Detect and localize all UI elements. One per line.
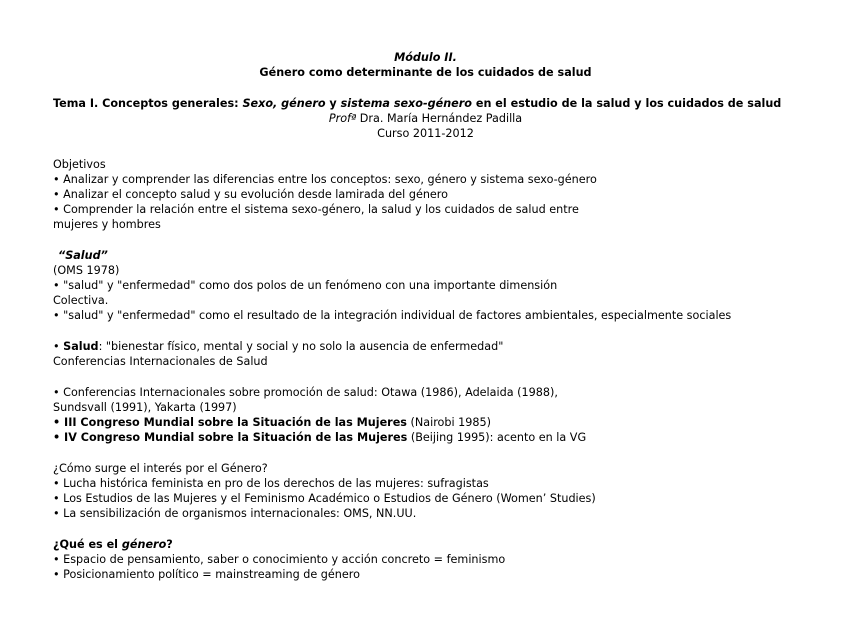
module-title: Módulo II.: [394, 51, 457, 64]
list-item: (OMS 1978): [53, 264, 120, 277]
list-item: • Analizar el concepto salud y su evolución desde lamirada del género: [53, 188, 448, 201]
topic-title: [53, 96, 798, 111]
gender-heading-prefix: ¿Qué es el: [53, 538, 122, 551]
topic-sistema: sistema sexo-género: [340, 97, 472, 110]
definition-text: : "bienestar físico, mental y social y no solo la ausencia de enfermedad": [98, 340, 504, 353]
list-item: • Posicionamiento político = mainstreaming de género: [53, 568, 360, 581]
spacer: [53, 80, 798, 96]
gender-heading: [53, 537, 798, 552]
professor-line: [53, 111, 798, 126]
list-item: • "salud" y "enfermedad" como el resultado de la integración individual de factores ambientales, especialmente sociales: [53, 309, 732, 322]
topic-sexo-genero: Sexo, género: [242, 97, 326, 110]
topic-and: y: [325, 97, 341, 110]
topic-suffix: en el estudio de la salud y los cuidados de salud: [471, 97, 782, 110]
list-item: • Comprender la relación entre el sistema sexo-género, la salud y los cuidados de salud entre: [53, 203, 579, 216]
list-item: • "salud" y "enfermedad" como dos polos de un fenómeno con una importante dimensión: [53, 279, 558, 292]
course-year: Curso 2011-2012: [377, 127, 474, 140]
congress-iii: [53, 415, 798, 430]
salud-definition: [53, 339, 798, 354]
spacer: [53, 369, 798, 385]
list-item: • Analizar y comprender las diferencias entre los conceptos: sexo, género y sistema sexo-género: [53, 173, 597, 186]
professor-title: Profª: [328, 112, 357, 125]
list-item: mujeres y hombres: [53, 218, 161, 231]
congress-iv-detail: (Beijing 1995): acento en la VG: [407, 431, 587, 444]
list-item: • Lucha histórica feminista en pro de los derechos de las mujeres: sufragistas: [53, 477, 489, 490]
professor-name: Dra. María Hernández Padilla: [356, 112, 523, 125]
spacer: [53, 141, 798, 157]
congress-iv: [53, 430, 798, 445]
list-item: • Los Estudios de las Mujeres y el Feminismo Académico o Estudios de Género (Women’ Studies): [53, 492, 596, 505]
document-page: [53, 50, 798, 582]
congress-iii-detail: (Nairobi 1985): [406, 416, 491, 429]
list-item: • Espacio de pensamiento, saber o conocimiento y acción concreto = feminismo: [53, 553, 506, 566]
list-item: Colectiva.: [53, 294, 109, 307]
list-item: • Conferencias Internacionales sobre promoción de salud: Otawa (1986), Adelaida (1988),: [53, 386, 558, 399]
interest-heading: ¿Cómo surge el interés por el Género?: [53, 462, 268, 475]
spacer: [53, 445, 798, 461]
gender-heading-term: género: [121, 538, 167, 551]
topic-prefix: Tema I. Conceptos generales:: [53, 97, 243, 110]
salud-heading: “Salud”: [58, 249, 108, 262]
objectives-heading: Objetivos: [53, 158, 106, 171]
list-item: Sundsvall (1991), Yakarta (1997): [53, 401, 237, 414]
conferences-label: Conferencias Internacionales de Salud: [53, 355, 268, 368]
spacer: [53, 323, 798, 339]
spacer: [53, 521, 798, 537]
spacer: [53, 232, 798, 248]
gender-heading-suffix: ?: [166, 538, 173, 551]
bullet: •: [53, 340, 64, 353]
module-subtitle: Género como determinante de los cuidados de salud: [259, 66, 592, 79]
congress-iv-title: • IV Congreso Mundial sobre la Situación de las Mujeres: [53, 431, 408, 444]
definition-term: Salud: [63, 340, 99, 353]
list-item: • La sensibilización de organismos internacionales: OMS, NN.UU.: [53, 507, 417, 520]
congress-iii-title: • III Congreso Mundial sobre la Situación de las Mujeres: [53, 416, 407, 429]
